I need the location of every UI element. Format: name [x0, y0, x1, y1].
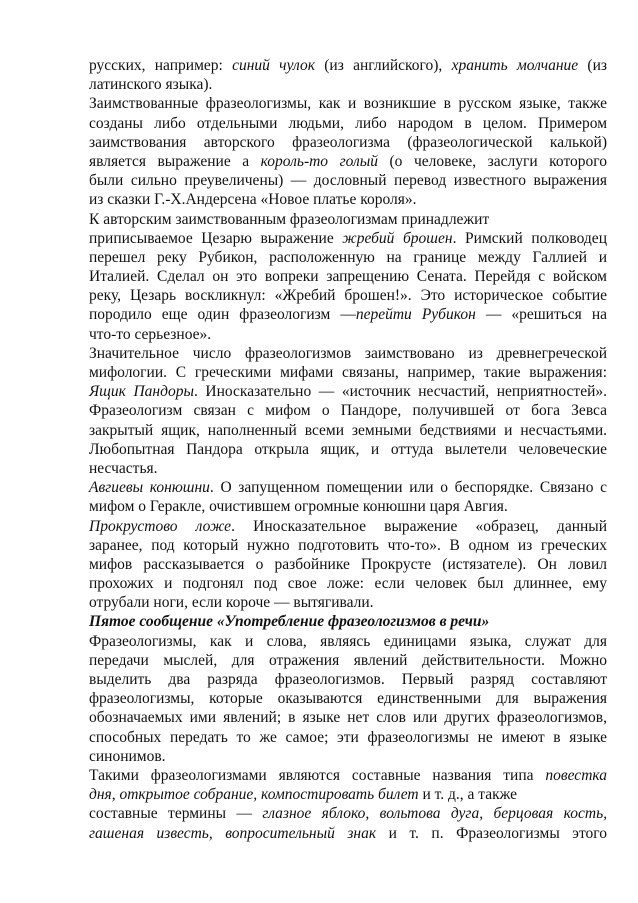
text-segment: и т. д., а также [418, 786, 518, 804]
italic-phrase: дня, открытое собрание, компостировать билет [89, 786, 419, 804]
document-page [89, 56, 607, 843]
text-line [89, 94, 607, 113]
text-line [89, 363, 607, 382]
text-segment: перешел реку Рубикон, расположенную на границе между Галлией и [89, 248, 607, 266]
text-segment: . Римский полководец [452, 229, 607, 247]
text-segment: приписываемое Цезарю выражение [89, 229, 343, 247]
text-line [89, 766, 607, 785]
text-line [89, 133, 607, 152]
text-segment: Фразеологизмы, как и слова, являясь единицами языка, служат для [89, 632, 607, 650]
section-heading: Пятое сообщение «Употребление фразеологизмов в речи» [89, 613, 490, 631]
text-line [89, 190, 607, 209]
text-line [89, 632, 607, 651]
text-line [89, 536, 607, 555]
italic-phrase: синий чулок [232, 57, 315, 74]
text-segment: несчастья. [89, 459, 158, 477]
text-line [89, 344, 607, 363]
text-line [89, 747, 607, 766]
text-segment: фразеологизмы, которые оказываются единственными для выражения [89, 690, 607, 708]
text-line [89, 56, 607, 75]
text-segment: реку, Цезарь воскликнул: «Жребий брошен!». Это историческое событие [89, 287, 607, 305]
text-segment: составные термины — [89, 805, 263, 823]
text-segment: является выражение а [89, 152, 261, 170]
text-line [89, 305, 607, 324]
text-line [89, 478, 607, 497]
text-segment: мифологии. С греческими мифами связаны, например, такие выражения: [89, 364, 607, 381]
text-line [89, 440, 607, 459]
text-segment: Фразеологизм связан с мифом о Пандоре, получившей от бога Зевса [89, 402, 607, 420]
text-line [89, 689, 607, 708]
text-segment: мифом о Геракле, очистившем огромные конюшни царя Авгия. [89, 498, 508, 516]
text-segment: из сказки Г.-Х.Андерсена «Новое платье короля». [89, 191, 417, 209]
text-line [89, 421, 607, 440]
text-segment: что-то серьезное». [89, 325, 212, 343]
text-line [89, 708, 607, 727]
text-segment: Значительное число фразеологизмов заимствовано из древнегреческой [89, 344, 607, 362]
text-segment: передачи мыслей, для отражения явлений действительности. Можно [89, 651, 607, 669]
italic-phrase: гашеная известь, вопросительный знак [89, 824, 377, 842]
text-segment: способных передать то же самое; эти фразеологизмы не имеют в языке [89, 728, 607, 746]
text-line [89, 574, 607, 593]
text-line [89, 824, 607, 843]
text-line [89, 670, 607, 689]
text-line [89, 286, 607, 305]
text-segment: закрытый ящик, наполненный всеми земными бедствиями и несчастьями. [89, 421, 607, 439]
text-segment: — «решиться на [475, 306, 607, 324]
italic-phrase: жребий брошен [342, 229, 453, 247]
text-segment: Заимствованные фразеологизмы, как и возникшие в русском языке, также [89, 95, 607, 113]
text-segment: Любопытная Пандора открыла ящик, и оттуда вылетели человеческие [89, 440, 607, 458]
text-segment: (из английского), [314, 57, 452, 74]
text-line [89, 459, 607, 478]
text-line [89, 75, 607, 94]
italic-phrase: хранить молчание [451, 57, 579, 74]
text-segment: отрубали ноги, если короче — вытягивали. [89, 594, 374, 612]
text-line [89, 267, 607, 286]
italic-phrase: глазное яблоко, вольтова дуга, берцовая кость, [262, 805, 607, 823]
text-line [89, 728, 607, 747]
italic-phrase: Авгиевы конюшни [89, 479, 210, 497]
text-segment: русских, например: [89, 57, 233, 74]
text-line [89, 382, 607, 401]
text-line [89, 210, 607, 229]
italic-phrase: Прокрустово ложе [89, 517, 232, 535]
text-line [89, 171, 607, 190]
text-segment: синонимов. [89, 747, 166, 765]
text-line [89, 804, 607, 823]
italic-phrase: перейти Рубикон [355, 306, 476, 324]
text-line [89, 152, 607, 171]
text-segment: (о человеке, заслуги которого [378, 152, 607, 170]
text-line [89, 555, 607, 574]
text-segment: породило еще один фразеологизм — [89, 306, 356, 324]
text-line [89, 248, 607, 267]
text-line [89, 114, 607, 133]
text-segment: (из [578, 57, 608, 74]
text-segment: латинского языка). [89, 76, 213, 94]
italic-phrase: повестка [545, 766, 607, 784]
text-line [89, 497, 607, 516]
text-segment: мифов рассказывается о разбойнике Прокрусте (истязателе). Он ловил [89, 555, 607, 573]
text-line [89, 612, 607, 631]
text-segment: заранее, под который нужно подготовить что-то». В одном из греческих [89, 536, 607, 554]
text-segment: . Иносказательное выражение «образец, данный [231, 517, 607, 535]
text-line [89, 785, 607, 804]
italic-phrase: Ящик Пандоры [89, 383, 194, 401]
text-segment: созданы либо отдельными людьми, либо народом в целом. Примером [89, 114, 607, 132]
text-segment: заимствования авторского фразеологизма (фразеологической калькой) [89, 133, 607, 151]
text-segment: Такими фразеологизмами являются составные названия типа [89, 766, 546, 784]
text-segment: были сильно преувеличены) — дословный перевод известного выражения [89, 172, 607, 190]
text-segment: . Иносказательно — «источник несчастий, неприятностей». [193, 383, 607, 401]
italic-phrase: король-то голый [260, 152, 378, 170]
text-segment: . О запущенном помещении или о беспорядке. Связано с [209, 479, 607, 497]
text-segment: Италией. Сделал он это вопреки запрещению Сената. Перейдя с войском [89, 268, 607, 286]
text-segment: и т. п. Фразеологизмы этого [376, 824, 607, 842]
text-segment: К авторским заимствованным фразеологизмам принадлежит [89, 210, 490, 228]
text-line [89, 325, 607, 344]
text-segment: обозначаемых ими явлений; в языке нет слов или других фразеологизмов, [89, 709, 607, 727]
text-segment: выделить два разряда фразеологизмов. Первый разряд составляют [89, 671, 607, 688]
text-line [89, 517, 607, 536]
text-line [89, 401, 607, 420]
text-segment: прохожих и подгонял под свое ложе: если человек был длиннее, ему [89, 575, 607, 593]
text-line [89, 593, 607, 612]
text-line [89, 229, 607, 248]
text-line [89, 651, 607, 670]
